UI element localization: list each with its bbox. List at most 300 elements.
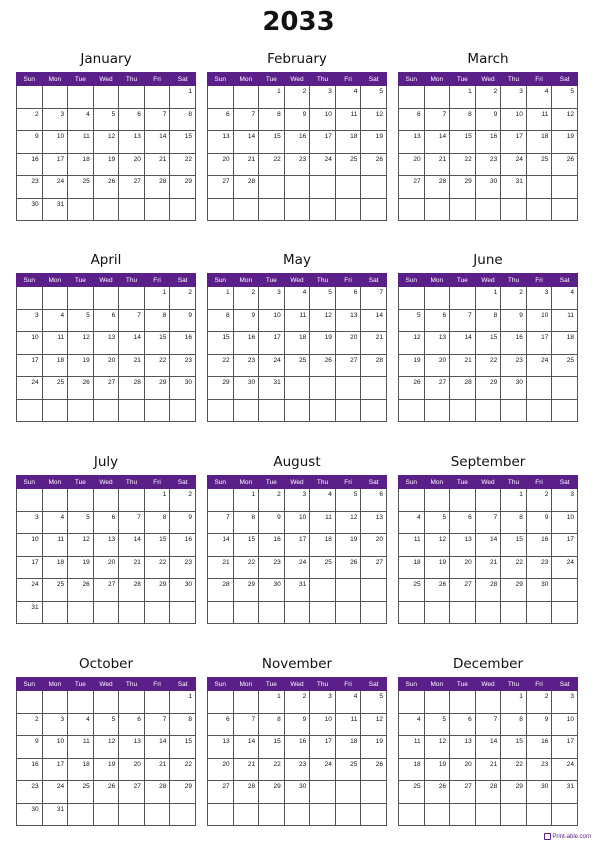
day-cell — [208, 781, 234, 804]
day-cell — [68, 601, 94, 624]
day-cell — [361, 803, 387, 826]
day-cell — [284, 176, 310, 199]
day-number: 16 — [541, 738, 549, 745]
day-cell — [475, 153, 501, 176]
day-number: 30 — [184, 379, 192, 386]
day-number: 21 — [247, 760, 256, 768]
day-cell — [399, 399, 425, 422]
day-number: 18 — [324, 536, 332, 543]
day-number: 19 — [82, 558, 90, 566]
weekday-header: Fri — [526, 73, 552, 86]
month-name: July — [93, 454, 119, 470]
day-cell — [424, 399, 450, 422]
day-cell — [17, 176, 43, 199]
day-cell — [144, 354, 170, 377]
day-number: 17 — [273, 334, 281, 341]
day-cell — [424, 713, 450, 736]
day-cell — [399, 377, 425, 400]
day-cell — [501, 713, 527, 736]
day-cell — [144, 399, 170, 422]
day-cell — [310, 309, 336, 332]
day-cell — [68, 781, 94, 804]
day-number: 1 — [468, 88, 472, 95]
day-cell — [144, 556, 170, 579]
day-number: 5 — [379, 88, 383, 95]
day-number: 11 — [350, 110, 358, 118]
day-number: 9 — [277, 513, 281, 521]
day-cell — [424, 131, 450, 154]
day-number: 15 — [159, 536, 167, 543]
day-cell — [284, 534, 310, 557]
month-april — [16, 251, 196, 422]
day-cell — [526, 736, 552, 759]
day-number: 28 — [159, 783, 167, 790]
day-number: 20 — [375, 536, 383, 543]
day-number: 23 — [541, 558, 549, 566]
day-cell — [335, 511, 361, 534]
day-cell — [259, 781, 285, 804]
day-cell — [424, 758, 450, 781]
day-cell — [310, 601, 336, 624]
day-number: 18 — [413, 760, 421, 768]
day-number: 7 — [493, 513, 498, 521]
day-number: 4 — [570, 289, 574, 296]
day-number: 7 — [442, 110, 447, 118]
day-number: 5 — [111, 110, 116, 118]
day-cell — [475, 534, 501, 557]
day-number: 30 — [490, 178, 498, 185]
day-cell — [552, 511, 578, 534]
day-number: 6 — [379, 491, 383, 498]
day-cell — [170, 579, 196, 602]
month-table — [398, 677, 578, 826]
day-cell — [284, 601, 310, 624]
day-cell — [119, 713, 145, 736]
day-cell — [552, 781, 578, 804]
day-cell — [119, 332, 145, 355]
weekday-header: Tue — [450, 678, 476, 691]
day-cell — [144, 713, 170, 736]
day-cell — [17, 691, 43, 714]
day-cell — [475, 579, 501, 602]
day-number: 20 — [222, 760, 230, 768]
day-cell — [68, 736, 94, 759]
day-cell — [17, 511, 43, 534]
day-cell — [93, 691, 119, 714]
day-number: 26 — [82, 379, 90, 386]
day-cell — [552, 198, 578, 221]
day-number: 13 — [413, 133, 421, 140]
day-cell — [501, 198, 527, 221]
day-number: 21 — [490, 558, 498, 566]
month-table — [207, 475, 387, 624]
day-cell — [208, 758, 234, 781]
day-number: 13 — [350, 311, 358, 319]
day-cell — [42, 713, 68, 736]
day-number: 10 — [541, 311, 549, 319]
day-cell — [475, 556, 501, 579]
day-number: 6 — [137, 110, 141, 118]
day-cell — [361, 601, 387, 624]
weekday-header: Sun — [17, 476, 43, 489]
day-cell — [68, 534, 94, 557]
day-cell — [259, 309, 285, 332]
day-number: 14 — [375, 311, 383, 319]
day-cell — [170, 108, 196, 131]
weekday-header: Fri — [144, 678, 170, 691]
weekday-header: Sun — [399, 476, 425, 489]
day-number: 14 — [464, 334, 472, 341]
day-number: 7 — [137, 311, 141, 319]
day-number: 16 — [299, 133, 307, 140]
weekday-header: Thu — [119, 274, 145, 287]
day-cell — [233, 287, 259, 310]
day-number: 27 — [413, 178, 421, 185]
month-june — [398, 251, 578, 422]
day-number: 15 — [464, 133, 472, 140]
day-cell — [68, 332, 94, 355]
day-number: 30 — [541, 783, 549, 790]
day-number: 12 — [108, 738, 116, 745]
day-number: 6 — [442, 311, 447, 319]
day-number: 14 — [222, 536, 230, 543]
day-number: 8 — [493, 311, 498, 319]
day-number: 5 — [379, 693, 383, 700]
day-cell — [284, 511, 310, 534]
weekday-header: Tue — [68, 476, 94, 489]
day-number: 23 — [541, 760, 549, 768]
day-cell — [310, 176, 336, 199]
day-cell — [399, 332, 425, 355]
day-number: 16 — [273, 536, 281, 543]
day-number: 18 — [350, 738, 358, 745]
day-cell — [424, 176, 450, 199]
day-number: 16 — [515, 334, 523, 341]
day-cell — [170, 556, 196, 579]
weekday-header: Sat — [361, 678, 387, 691]
day-number: 20 — [438, 356, 447, 364]
weekday-header: Tue — [259, 73, 285, 86]
weekday-header: Wed — [93, 274, 119, 287]
day-number: 13 — [375, 513, 383, 521]
day-cell — [68, 108, 94, 131]
day-cell — [208, 803, 234, 826]
day-cell — [501, 803, 527, 826]
weekday-header: Thu — [501, 476, 527, 489]
day-cell — [284, 309, 310, 332]
day-cell — [68, 198, 94, 221]
day-cell — [259, 377, 285, 400]
day-cell — [233, 198, 259, 221]
day-cell — [144, 332, 170, 355]
day-number: 19 — [438, 558, 447, 566]
day-number: 12 — [108, 133, 116, 140]
day-cell — [208, 176, 234, 199]
day-cell — [284, 108, 310, 131]
month-table — [207, 273, 387, 422]
day-number: 8 — [277, 110, 281, 118]
day-cell — [93, 332, 119, 355]
day-cell — [93, 489, 119, 512]
month-table — [398, 475, 578, 624]
weekday-header: Tue — [68, 274, 94, 287]
day-cell — [17, 354, 43, 377]
day-cell — [450, 781, 476, 804]
day-number: 17 — [56, 155, 65, 163]
day-cell — [552, 758, 578, 781]
day-number: 20 — [108, 558, 116, 566]
day-number: 18 — [566, 334, 574, 341]
day-number: 31 — [273, 379, 281, 386]
day-cell — [501, 108, 527, 131]
weekday-header: Thu — [501, 678, 527, 691]
day-number: 3 — [570, 693, 574, 700]
weekday-header: Sun — [17, 73, 43, 86]
day-cell — [42, 377, 68, 400]
day-number: 19 — [566, 133, 574, 140]
day-cell — [310, 803, 336, 826]
day-cell — [259, 176, 285, 199]
day-cell — [208, 309, 234, 332]
day-number: 23 — [31, 178, 39, 185]
day-number: 17 — [515, 133, 523, 140]
day-number: 10 — [566, 715, 574, 723]
day-number: 24 — [566, 760, 574, 768]
day-cell — [233, 131, 259, 154]
day-cell — [17, 489, 43, 512]
day-cell — [399, 736, 425, 759]
day-cell — [170, 781, 196, 804]
day-number: 1 — [277, 88, 281, 95]
month-name: August — [273, 454, 321, 470]
day-cell — [233, 781, 259, 804]
day-number: 4 — [328, 491, 332, 498]
day-number: 18 — [56, 356, 65, 364]
day-cell — [233, 736, 259, 759]
day-cell — [450, 691, 476, 714]
day-cell — [144, 198, 170, 221]
month-name: December — [452, 656, 523, 672]
day-cell — [310, 579, 336, 602]
day-cell — [208, 131, 234, 154]
day-cell — [526, 511, 552, 534]
day-cell — [208, 86, 234, 109]
month-name: May — [283, 252, 311, 268]
weekday-header: Tue — [450, 274, 476, 287]
day-cell — [259, 691, 285, 714]
weekday-header: Sat — [170, 678, 196, 691]
day-cell — [310, 713, 336, 736]
day-cell — [552, 556, 578, 579]
day-cell — [501, 287, 527, 310]
day-cell — [526, 601, 552, 624]
day-cell — [284, 332, 310, 355]
day-cell — [170, 287, 196, 310]
day-cell — [144, 781, 170, 804]
day-cell — [119, 534, 145, 557]
day-number: 4 — [86, 110, 90, 118]
day-number: 29 — [159, 581, 167, 588]
day-cell — [93, 534, 119, 557]
day-cell — [119, 399, 145, 422]
day-number: 19 — [350, 536, 358, 543]
day-number: 8 — [188, 715, 192, 723]
day-number: 8 — [162, 513, 167, 521]
day-cell — [450, 309, 476, 332]
day-cell — [259, 108, 285, 131]
day-number: 23 — [31, 783, 39, 790]
day-cell — [335, 108, 361, 131]
day-cell — [335, 131, 361, 154]
day-cell — [208, 198, 234, 221]
day-number: 16 — [247, 334, 256, 341]
day-number: 9 — [544, 513, 549, 521]
day-cell — [284, 86, 310, 109]
day-number: 16 — [299, 738, 307, 745]
day-number: 12 — [438, 738, 447, 745]
month-name: September — [450, 454, 526, 470]
day-cell — [119, 108, 145, 131]
weekday-header: Mon — [42, 73, 68, 86]
day-cell — [335, 176, 361, 199]
day-cell — [552, 309, 578, 332]
day-cell — [68, 131, 94, 154]
day-number: 2 — [544, 491, 549, 498]
day-number: 12 — [413, 334, 421, 341]
day-number: 24 — [324, 760, 332, 768]
day-number: 19 — [108, 760, 116, 768]
day-cell — [68, 287, 94, 310]
day-cell — [399, 309, 425, 332]
day-number: 13 — [464, 536, 472, 543]
day-cell — [233, 399, 259, 422]
day-cell — [233, 377, 259, 400]
month-name: February — [267, 51, 327, 67]
day-number: 18 — [82, 155, 90, 163]
day-number: 11 — [413, 536, 421, 543]
day-number: 2 — [302, 693, 307, 700]
day-number: 27 — [133, 178, 141, 185]
day-cell — [233, 108, 259, 131]
day-number: 3 — [544, 289, 549, 296]
weekday-header: Thu — [501, 274, 527, 287]
day-number: 6 — [468, 513, 472, 521]
day-number: 20 — [413, 155, 421, 163]
day-cell — [335, 309, 361, 332]
day-cell — [450, 131, 476, 154]
month-july — [16, 453, 196, 624]
day-cell — [284, 803, 310, 826]
weekday-header: Fri — [526, 274, 552, 287]
day-cell — [475, 131, 501, 154]
day-cell — [310, 108, 336, 131]
day-number: 10 — [515, 110, 523, 118]
day-number: 22 — [222, 356, 230, 364]
day-number: 8 — [225, 311, 230, 319]
month-name: January — [80, 51, 132, 67]
day-cell — [42, 534, 68, 557]
day-cell — [144, 309, 170, 332]
day-number: 11 — [57, 536, 65, 543]
day-cell — [424, 489, 450, 512]
day-number: 5 — [442, 513, 447, 521]
day-cell — [424, 198, 450, 221]
day-cell — [42, 803, 68, 826]
day-cell — [310, 86, 336, 109]
day-cell — [119, 758, 145, 781]
day-number: 15 — [273, 133, 281, 140]
day-number: 14 — [247, 738, 256, 745]
day-number: 20 — [222, 155, 230, 163]
day-number: 23 — [273, 558, 281, 566]
day-cell — [399, 556, 425, 579]
day-cell — [93, 86, 119, 109]
day-number: 11 — [82, 738, 90, 745]
day-cell — [361, 86, 387, 109]
day-cell — [42, 691, 68, 714]
day-number: 27 — [464, 783, 472, 790]
day-number: 2 — [251, 289, 256, 296]
day-cell — [93, 309, 119, 332]
day-cell — [93, 399, 119, 422]
day-number: 4 — [416, 715, 421, 723]
day-number: 3 — [328, 693, 332, 700]
day-cell — [399, 713, 425, 736]
day-cell — [424, 736, 450, 759]
day-number: 5 — [416, 311, 421, 319]
day-cell — [119, 803, 145, 826]
day-cell — [475, 758, 501, 781]
day-cell — [144, 86, 170, 109]
day-cell — [17, 332, 43, 355]
day-cell — [552, 736, 578, 759]
day-number: 9 — [34, 133, 39, 140]
day-number: 19 — [438, 760, 447, 768]
day-number: 9 — [188, 513, 192, 521]
day-cell — [17, 131, 43, 154]
day-number: 17 — [299, 536, 307, 543]
day-cell — [501, 153, 527, 176]
weekday-header: Thu — [310, 476, 336, 489]
day-cell — [361, 556, 387, 579]
day-number: 4 — [86, 715, 90, 723]
day-number: 14 — [438, 133, 447, 140]
day-cell — [424, 534, 450, 557]
day-cell — [42, 736, 68, 759]
day-number: 22 — [464, 155, 472, 163]
day-number: 25 — [350, 760, 358, 768]
month-name: March — [467, 51, 509, 67]
day-number: 10 — [31, 536, 39, 543]
day-number: 15 — [490, 334, 498, 341]
weekday-header: Sun — [208, 476, 234, 489]
day-cell — [361, 153, 387, 176]
day-number: 17 — [541, 334, 549, 341]
day-cell — [259, 399, 285, 422]
day-cell — [259, 556, 285, 579]
weekday-header: Mon — [424, 274, 450, 287]
day-cell — [233, 309, 259, 332]
day-cell — [475, 489, 501, 512]
day-number: 5 — [328, 289, 332, 296]
day-number: 17 — [31, 356, 39, 364]
day-cell — [450, 377, 476, 400]
day-cell — [170, 803, 196, 826]
day-number: 30 — [184, 581, 192, 588]
day-number: 29 — [515, 581, 523, 588]
day-cell — [552, 153, 578, 176]
day-number: 17 — [566, 738, 574, 745]
